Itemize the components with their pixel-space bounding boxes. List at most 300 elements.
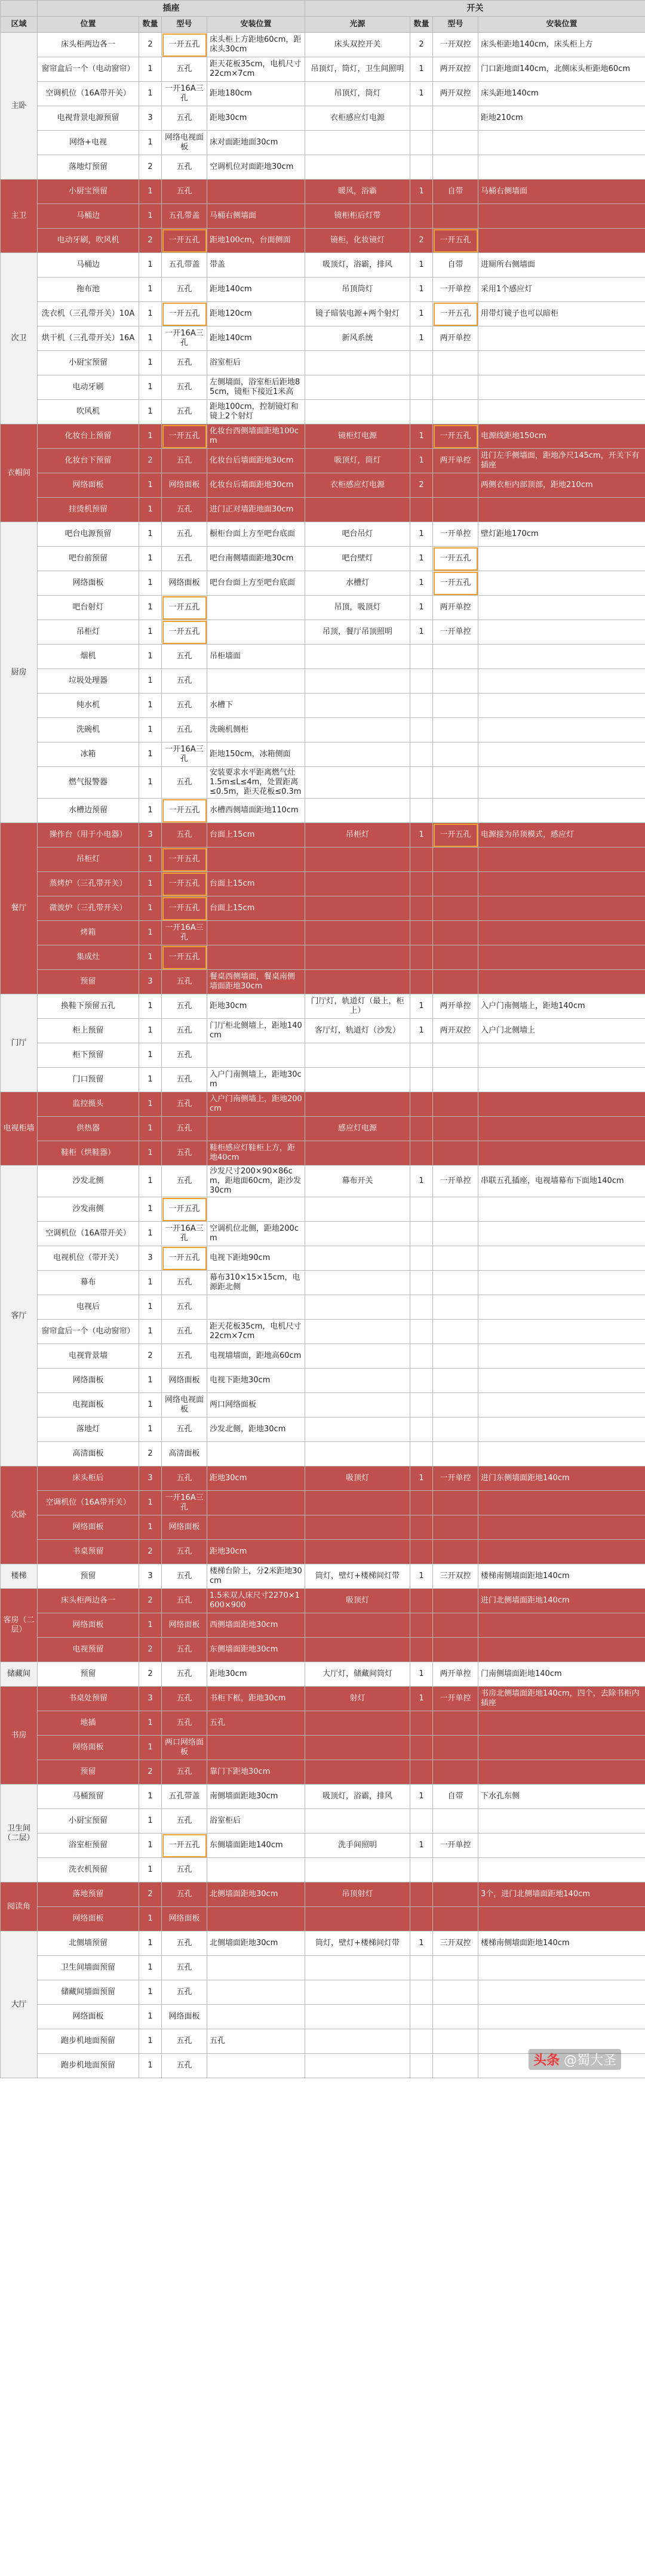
install-cell	[207, 1117, 305, 1141]
position-cell: 柜上预留	[38, 1019, 139, 1043]
area-cell: 客房（二层）	[1, 1589, 38, 1662]
switch-install-cell	[478, 1418, 645, 1442]
table-row	[1, 1931, 645, 1956]
switch-install-cell	[478, 1344, 645, 1369]
switch-install-cell: 床头距地140cm	[478, 82, 645, 106]
switch-install-cell	[478, 1736, 645, 1760]
switch-quantity-cell: 1	[410, 1785, 433, 1809]
table-row	[1, 1043, 645, 1068]
position-cell: 挂烫机预留	[38, 498, 139, 522]
light-cell: 镜子暗装电源+两个射灯	[305, 302, 410, 326]
quantity-cell: 1	[139, 1369, 162, 1393]
switch-type-cell	[433, 1068, 478, 1092]
quantity-cell: 1	[139, 180, 162, 204]
position-cell: 小厨宝预留	[38, 180, 139, 204]
quantity-cell: 1	[139, 1019, 162, 1043]
position-cell: 燃气报警器	[38, 767, 139, 799]
quantity-cell: 1	[139, 498, 162, 522]
switch-type-cell: 两开单控	[433, 449, 478, 473]
quantity-cell: 1	[139, 1613, 162, 1638]
light-cell: 暖风，浴霸	[305, 180, 410, 204]
switch-type-cell: 一开单控	[433, 1687, 478, 1711]
position-cell: 吊柜灯	[38, 620, 139, 645]
switch-install-cell	[478, 1092, 645, 1117]
area-cell: 储藏间	[1, 1662, 38, 1687]
switch-type-cell	[433, 2005, 478, 2029]
light-cell: 吧台吊灯	[305, 522, 410, 547]
area-cell: 门厅	[1, 994, 38, 1092]
position-cell: 网络+电视	[38, 131, 139, 155]
quantity-cell: 1	[139, 872, 162, 896]
light-cell	[305, 375, 410, 400]
switch-quantity-cell	[410, 1491, 433, 1515]
switch-install-cell	[478, 204, 645, 229]
light-cell	[305, 645, 410, 669]
light-cell	[305, 718, 410, 742]
light-cell: 新风系统	[305, 326, 410, 351]
switch-type-cell: 一开单控	[433, 522, 478, 547]
install-cell: 空调机位北侧，距地200cm	[207, 1222, 305, 1246]
quantity-cell: 1	[139, 921, 162, 945]
install-cell: 电视墙墙面，距地高60cm	[207, 1344, 305, 1369]
type-cell: 五孔	[162, 1760, 207, 1785]
switch-type-cell	[433, 799, 478, 823]
switch-install-cell	[478, 1834, 645, 1858]
table-row	[1, 1736, 645, 1760]
position-cell: 储藏间墙面预留	[38, 1980, 139, 2005]
switch-quantity-cell	[410, 155, 433, 180]
switch-type-cell: 一开双控	[433, 33, 478, 57]
table-row	[1, 498, 645, 522]
table-row	[1, 645, 645, 669]
install-cell: 距地30cm	[207, 1662, 305, 1687]
quantity-cell: 2	[139, 1760, 162, 1785]
type-cell: 五孔	[162, 1564, 207, 1589]
install-cell	[207, 596, 305, 620]
quantity-cell: 1	[139, 571, 162, 596]
switch-quantity-cell	[410, 1540, 433, 1564]
light-cell: 感应灯电源	[305, 1117, 410, 1141]
type-cell: 五孔	[162, 498, 207, 522]
type-cell: 一开五孔	[162, 33, 207, 57]
light-cell: 吧台壁灯	[305, 547, 410, 571]
type-cell: 五孔	[162, 1295, 207, 1320]
switch-install-cell: 3个，进门北侧墙面距地140cm	[478, 1882, 645, 1907]
table-row	[1, 896, 645, 921]
type-cell: 五孔	[162, 1418, 207, 1442]
quantity-cell: 1	[139, 424, 162, 449]
table-row	[1, 1141, 645, 1166]
quantity-cell: 1	[139, 620, 162, 645]
type-cell: 五孔	[162, 970, 207, 994]
light-cell: 吸顶灯	[305, 1466, 410, 1491]
switch-type-cell: 一开单控	[433, 1166, 478, 1197]
switch-quantity-cell	[410, 799, 433, 823]
switch-quantity-cell	[410, 970, 433, 994]
switch-type-cell	[433, 1589, 478, 1613]
install-cell: 1.5米双人床尺寸2270×1600×900	[207, 1589, 305, 1613]
position-cell: 吧台射灯	[38, 596, 139, 620]
switch-quantity-cell	[410, 1393, 433, 1418]
light-cell	[305, 1043, 410, 1068]
switch-quantity-cell	[410, 1613, 433, 1638]
light-cell: 床头双控开关	[305, 33, 410, 57]
table-row	[1, 1092, 645, 1117]
switch-install-cell	[478, 742, 645, 767]
light-cell: 水槽灯	[305, 571, 410, 596]
table-row	[1, 1393, 645, 1418]
switch-quantity-cell	[410, 1043, 433, 1068]
switch-quantity-cell	[410, 400, 433, 424]
switch-type-cell	[433, 945, 478, 970]
install-cell: 餐桌西侧墙面，餐桌南侧墙面距地30cm	[207, 970, 305, 994]
light-cell: 吊柜灯	[305, 823, 410, 848]
light-cell: 筒灯，壁灯+楼梯间灯带	[305, 1931, 410, 1956]
light-cell: 镜柜柜后灯带	[305, 204, 410, 229]
switch-quantity-cell	[410, 375, 433, 400]
position-cell: 窗帘盒后一个（电动窗帘）	[38, 57, 139, 82]
position-cell: 电动牙刷	[38, 375, 139, 400]
switch-type-cell	[433, 1760, 478, 1785]
position-cell: 沙发北侧	[38, 1166, 139, 1197]
position-cell: 床头柜后	[38, 1466, 139, 1491]
light-cell	[305, 970, 410, 994]
switch-type-cell	[433, 1515, 478, 1540]
switch-type-cell	[433, 1117, 478, 1141]
type-cell: 网络面板	[162, 1369, 207, 1393]
quantity-cell: 3	[139, 106, 162, 131]
table-row	[1, 1068, 645, 1092]
table-row	[1, 1246, 645, 1271]
type-cell: 五孔	[162, 1662, 207, 1687]
light-cell	[305, 896, 410, 921]
table-row	[1, 155, 645, 180]
position-cell: 落地预留	[38, 1882, 139, 1907]
type-cell: 五孔	[162, 645, 207, 669]
type-cell: 一开五孔	[162, 424, 207, 449]
light-cell	[305, 155, 410, 180]
switch-install-cell	[478, 596, 645, 620]
table-row	[1, 326, 645, 351]
switch-install-cell: 楼梯南侧墙面距地140cm	[478, 1564, 645, 1589]
switch-install-cell	[478, 1858, 645, 1882]
switch-quantity-cell	[410, 694, 433, 718]
install-cell: 带盖	[207, 253, 305, 278]
switch-install-cell: 进厕所右侧墙面	[478, 253, 645, 278]
table-row	[1, 473, 645, 498]
light-cell	[305, 1858, 410, 1882]
switch-install-cell: 电源线距地150cm	[478, 424, 645, 449]
light-cell	[305, 1092, 410, 1117]
quantity-cell: 1	[139, 1491, 162, 1515]
position-cell: 操作台（用于小电器）	[38, 823, 139, 848]
switch-install-cell	[478, 1711, 645, 1736]
type-cell: 五孔	[162, 994, 207, 1019]
light-cell	[305, 669, 410, 694]
table-row	[1, 742, 645, 767]
install-cell: 洗碗机侧柜	[207, 718, 305, 742]
switch-quantity-cell	[410, 872, 433, 896]
light-cell	[305, 1956, 410, 1980]
switch-quantity-cell	[410, 645, 433, 669]
switch-install-cell	[478, 351, 645, 375]
switch-install-cell: 床头柜距地140cm，床头柜上方	[478, 33, 645, 57]
position-cell: 空调机位（16A带开关）	[38, 82, 139, 106]
light-cell	[305, 1271, 410, 1295]
quantity-cell: 1	[139, 1956, 162, 1980]
col-area: 区域	[1, 17, 38, 33]
install-cell: 沙发尺寸200×90×86cm，距地面60cm，距沙发30cm	[207, 1166, 305, 1197]
switch-quantity-cell: 1	[410, 180, 433, 204]
switch-quantity-cell	[410, 1736, 433, 1760]
switch-install-cell	[478, 400, 645, 424]
type-cell: 一开五孔	[162, 848, 207, 872]
switch-type-cell	[433, 1882, 478, 1907]
quantity-cell: 1	[139, 2054, 162, 2078]
switch-quantity-cell: 1	[410, 1931, 433, 1956]
position-cell: 电视后	[38, 1295, 139, 1320]
switch-install-cell	[478, 229, 645, 253]
switch-type-cell	[433, 204, 478, 229]
table-row	[1, 1540, 645, 1564]
quantity-cell: 1	[139, 2029, 162, 2054]
table-row	[1, 1117, 645, 1141]
quantity-cell: 1	[139, 742, 162, 767]
position-cell: 纯水机	[38, 694, 139, 718]
table-row	[1, 547, 645, 571]
type-cell: 一开五孔	[162, 896, 207, 921]
quantity-cell: 3	[139, 823, 162, 848]
light-cell: 客厅灯，轨道灯（沙发）	[305, 1019, 410, 1043]
position-cell: 地插	[38, 1711, 139, 1736]
switch-install-cell: 距地210cm	[478, 106, 645, 131]
type-cell: 五孔	[162, 1271, 207, 1295]
install-cell: 水槽西侧墙面距地110cm	[207, 799, 305, 823]
switch-type-cell	[433, 1393, 478, 1418]
light-cell: 洗手间照明	[305, 1834, 410, 1858]
position-cell: 跑步机地面预留	[38, 2029, 139, 2054]
light-cell	[305, 2054, 410, 2078]
quantity-cell: 3	[139, 1246, 162, 1271]
switch-install-cell	[478, 1956, 645, 1980]
position-cell: 网络面板	[38, 1515, 139, 1540]
quantity-cell: 1	[139, 994, 162, 1019]
quantity-cell: 1	[139, 1222, 162, 1246]
install-cell: 入户门南侧墙上，距地200cm	[207, 1092, 305, 1117]
table-row	[1, 375, 645, 400]
position-cell: 网络面板	[38, 1369, 139, 1393]
switch-quantity-cell	[410, 1442, 433, 1466]
light-cell: 镜柜灯电源	[305, 424, 410, 449]
quantity-cell: 1	[139, 848, 162, 872]
quantity-cell: 3	[139, 1466, 162, 1491]
switch-quantity-cell	[410, 1246, 433, 1271]
switch-quantity-cell: 1	[410, 424, 433, 449]
position-cell: 网络面板	[38, 1907, 139, 1931]
switch-type-cell	[433, 848, 478, 872]
table-row	[1, 449, 645, 473]
table-row	[1, 253, 645, 278]
light-cell: 镜柜，化妆镜灯	[305, 229, 410, 253]
switch-type-cell	[433, 155, 478, 180]
position-cell: 浴室柜预留	[38, 1834, 139, 1858]
table-row	[1, 848, 645, 872]
table-row	[1, 400, 645, 424]
position-cell: 冰箱	[38, 742, 139, 767]
switch-quantity-cell: 1	[410, 1166, 433, 1197]
table-row	[1, 1491, 645, 1515]
switch-quantity-cell	[410, 1271, 433, 1295]
table-row	[1, 1760, 645, 1785]
type-cell: 网络电视面板	[162, 131, 207, 155]
quantity-cell: 1	[139, 1117, 162, 1141]
quantity-cell: 1	[139, 1166, 162, 1197]
switch-type-cell	[433, 1638, 478, 1662]
position-cell: 化妆台下预留	[38, 449, 139, 473]
table-row	[1, 1166, 645, 1197]
type-cell: 五孔	[162, 1043, 207, 1068]
col-install: 安装位置	[207, 17, 305, 33]
light-cell	[305, 1369, 410, 1393]
switch-type-cell: 一开单控	[433, 1466, 478, 1491]
type-cell: 五孔	[162, 1931, 207, 1956]
install-cell: 门厅柜北侧墙上，距地140cm	[207, 1019, 305, 1043]
switch-type-cell	[433, 473, 478, 498]
switch-type-cell	[433, 645, 478, 669]
switch-type-cell: 两开双控	[433, 82, 478, 106]
switch-type-cell: 自带	[433, 1785, 478, 1809]
type-cell: 一开五孔	[162, 229, 207, 253]
install-cell: 书柜下框，距地30cm	[207, 1687, 305, 1711]
switch-install-cell	[478, 1369, 645, 1393]
area-cell: 主卧	[1, 33, 38, 180]
type-cell: 一开五孔	[162, 620, 207, 645]
type-cell: 网络面板	[162, 1613, 207, 1638]
position-cell: 书桌预留	[38, 1540, 139, 1564]
position-cell: 落地灯	[38, 1418, 139, 1442]
position-cell: 吧台前预留	[38, 547, 139, 571]
switch-install-cell: 门口距地面140cm，北侧床头柜距地60cm	[478, 57, 645, 82]
switch-install-cell	[478, 921, 645, 945]
install-cell: 台面上15cm	[207, 872, 305, 896]
install-cell	[207, 1736, 305, 1760]
position-cell: 集成灶	[38, 945, 139, 970]
switch-install-cell: 进门左手侧墙面，距地净尺145cm，开关下有插座	[478, 449, 645, 473]
switch-type-cell: 两开单控	[433, 326, 478, 351]
type-cell: 五孔	[162, 1711, 207, 1736]
table-row	[1, 694, 645, 718]
install-cell: 西侧墙面距地30cm	[207, 1613, 305, 1638]
install-cell: 鞋柜感应灯鞋柜上方，距地40cm	[207, 1141, 305, 1166]
switch-type-cell: 自带	[433, 253, 478, 278]
switch-quantity-cell	[410, 1222, 433, 1246]
switch-type-cell: 三开双控	[433, 1931, 478, 1956]
light-cell	[305, 872, 410, 896]
switch-type-cell: 两开单控	[433, 596, 478, 620]
switch-type-cell: 一开五孔	[433, 424, 478, 449]
switch-install-cell: 两侧衣柜内部顶部，距地210cm	[478, 473, 645, 498]
switch-type-cell	[433, 1442, 478, 1466]
switch-type-cell: 一开单控	[433, 278, 478, 302]
table-row	[1, 1271, 645, 1295]
switch-install-cell: 下水孔东侧	[478, 1785, 645, 1809]
quantity-cell: 1	[139, 694, 162, 718]
quantity-cell: 2	[139, 1589, 162, 1613]
table-row	[1, 33, 645, 57]
quantity-cell: 1	[139, 799, 162, 823]
light-cell	[305, 767, 410, 799]
switch-quantity-cell	[410, 2029, 433, 2054]
install-cell: 东侧墙面距地30cm	[207, 1638, 305, 1662]
switch-type-cell	[433, 1141, 478, 1166]
switch-type-cell: 一开五孔	[433, 547, 478, 571]
area-cell: 书房	[1, 1687, 38, 1785]
install-cell: 距地30cm	[207, 1540, 305, 1564]
quantity-cell: 2	[139, 1540, 162, 1564]
switch-install-cell	[478, 571, 645, 596]
light-cell	[305, 131, 410, 155]
switch-install-cell	[478, 1540, 645, 1564]
switch-install-cell	[478, 970, 645, 994]
table-row	[1, 1882, 645, 1907]
switch-type-cell: 两开双控	[433, 1019, 478, 1043]
light-cell: 吊顶筒灯	[305, 278, 410, 302]
quantity-cell: 1	[139, 1858, 162, 1882]
table-row	[1, 1466, 645, 1491]
table-row	[1, 1834, 645, 1858]
type-cell: 五孔	[162, 1117, 207, 1141]
type-cell: 一开五孔	[162, 302, 207, 326]
switch-quantity-cell	[410, 1295, 433, 1320]
position-cell: 小厨宝预留	[38, 351, 139, 375]
position-cell: 水槽边预留	[38, 799, 139, 823]
install-cell	[207, 2005, 305, 2029]
install-cell: 距地30cm	[207, 1466, 305, 1491]
switch-quantity-cell	[410, 767, 433, 799]
install-cell: 化妆台后墙面距地30cm	[207, 449, 305, 473]
switch-install-cell: 入户门北侧墙上	[478, 1019, 645, 1043]
type-cell: 网络面板	[162, 1515, 207, 1540]
area-cell: 次卧	[1, 1466, 38, 1564]
switch-install-cell: 马桶右侧墙面	[478, 180, 645, 204]
switch-quantity-cell	[410, 1589, 433, 1613]
switch-quantity-cell	[410, 1882, 433, 1907]
table-row	[1, 799, 645, 823]
switch-install-cell: 电源接为吊顶模式，感应灯	[478, 823, 645, 848]
position-cell: 网络面板	[38, 473, 139, 498]
table-row	[1, 1515, 645, 1540]
switch-quantity-cell	[410, 1980, 433, 2005]
switch-quantity-cell: 1	[410, 449, 433, 473]
switch-install-cell	[478, 1907, 645, 1931]
install-cell: 进门正对墙距地面30cm	[207, 498, 305, 522]
switch-quantity-cell	[410, 1638, 433, 1662]
position-cell: 床头柜两边各一	[38, 33, 139, 57]
install-cell: 吧台台面上方至吧台底面	[207, 571, 305, 596]
area-cell: 客厅	[1, 1166, 38, 1466]
switch-quantity-cell: 1	[410, 1662, 433, 1687]
quantity-cell: 1	[139, 547, 162, 571]
switch-quantity-cell	[410, 1117, 433, 1141]
switch-quantity-cell	[410, 1809, 433, 1834]
light-cell	[305, 1344, 410, 1369]
install-cell: 五孔	[207, 1711, 305, 1736]
type-cell: 网络面板	[162, 571, 207, 596]
table-row	[1, 921, 645, 945]
switch-install-cell: 书房北侧墙面距地140cm，四个，去除书柜内插座	[478, 1687, 645, 1711]
type-cell: 五孔	[162, 180, 207, 204]
switch-quantity-cell: 1	[410, 547, 433, 571]
